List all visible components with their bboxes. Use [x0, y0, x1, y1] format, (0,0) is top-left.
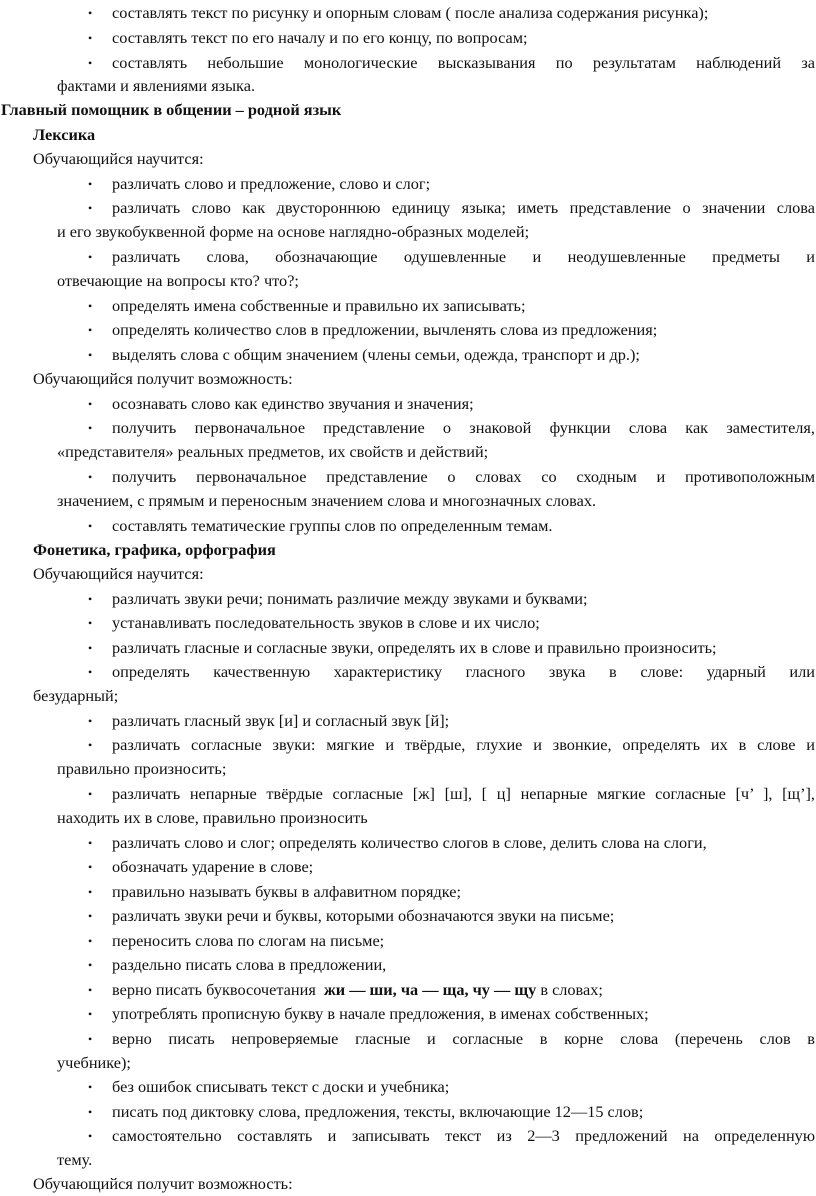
- list-item-continuation: находить их в слове, правильно произносить: [57, 808, 368, 827]
- bullet-icon: •: [88, 983, 93, 997]
- list-item: • раздельно писать слова в предложении,: [88, 955, 387, 974]
- list-item: • различать согласные звуки: мягкие и твёрдые, глухие и звонкие, определять их в слове и: [88, 735, 815, 754]
- bullet-icon: •: [88, 323, 93, 337]
- bullet-icon: •: [88, 31, 93, 45]
- bullet-icon: •: [88, 885, 93, 899]
- list-item: • определять имена собственные и правильно их записывать;: [88, 296, 526, 315]
- list-item: • составлять небольшие монологические высказывания по результатам наблюдений за: [88, 53, 815, 72]
- list-item: • различать гласный звук [и] и согласный звук [й];: [88, 711, 450, 730]
- list-item-continuation: и его звукобуквенной форме на основе наглядно-образных моделей;: [57, 222, 530, 241]
- list-item: • различать непарные твёрдые согласные [ж] [ш], [ ц] непарные мягкие согласные [ч’ ], [щ’],: [88, 784, 815, 803]
- bullet-icon: •: [88, 519, 93, 533]
- list-item: • определять количество слов в предложении, вычленять слова из предложения;: [88, 320, 658, 339]
- bullet-icon: •: [88, 299, 93, 313]
- list-item: • составлять тематические группы слов по определенным темам.: [88, 516, 553, 535]
- list-item: • получить первоначальное представление о словах со сходным и противоположным: [88, 467, 815, 486]
- bullet-icon: •: [88, 1007, 93, 1021]
- list-item: • различать гласные и согласные звуки, определять их в слове и правильно произносить;: [88, 638, 717, 657]
- list-item: • правильно называть буквы в алфавитном порядке;: [88, 882, 462, 901]
- list-item: • получить первоначальное представление о знаковой функции слова как заместителя,: [88, 418, 815, 437]
- bullet-icon: •: [88, 934, 93, 948]
- bullet-icon: •: [88, 1080, 93, 1094]
- bullet-icon: •: [88, 1032, 93, 1046]
- bullet-icon: •: [88, 836, 93, 850]
- list-item: • употреблять прописную букву в начале предложения, в именах собственных;: [88, 1004, 649, 1023]
- bullet-icon: •: [88, 201, 93, 215]
- list-item-continuation: отвечающие на вопросы кто? что?;: [57, 271, 299, 290]
- bullet-icon: •: [88, 787, 93, 801]
- bullet-icon: •: [88, 958, 93, 972]
- letter-combinations: жи — ши, ча — ща, чу — щу: [323, 980, 537, 999]
- list-item: • без ошибок списывать текст с доски и учебника;: [88, 1077, 450, 1096]
- list-item: • определять качественную характеристику гласного звука в слове: ударный или: [88, 662, 815, 681]
- opportunity-label: Обучающийся получит возможность:: [33, 1174, 293, 1193]
- list-item-continuation: значением, с прямым и переносным значением слова и многозначных словах.: [57, 491, 597, 510]
- list-item: • переносить слова по слогам на письме;: [88, 931, 385, 950]
- list-item-continuation: фактами и явлениями языка.: [57, 76, 256, 95]
- learn-label: Обучающийся научится:: [33, 564, 204, 583]
- bullet-icon: •: [88, 397, 93, 411]
- bullet-icon: •: [88, 6, 93, 20]
- bullet-icon: •: [88, 1105, 93, 1119]
- bullet-icon: •: [88, 348, 93, 362]
- bullet-icon: •: [88, 56, 93, 70]
- list-item-continuation: правильно произносить;: [57, 759, 227, 778]
- list-item: • различать слово и предложение, слово и слог;: [88, 174, 431, 193]
- bullet-icon: •: [88, 738, 93, 752]
- list-item: • различать слова, обозначающие одушевленные и неодушевленные предметы и: [88, 247, 815, 266]
- list-item: • самостоятельно составлять и записывать текст из 2—3 предложений на определенную: [88, 1126, 815, 1145]
- list-item: • обозначать ударение в слове;: [88, 857, 314, 876]
- bullet-icon: •: [88, 177, 93, 191]
- list-item-continuation: «представителя» реальных предметов, их свойств и действий;: [57, 442, 489, 461]
- list-item: • верно писать буквосочетания жи — ши, ча — ща, чу — щу в словах;: [88, 980, 603, 999]
- list-item: • верно писать непроверяемые гласные и согласные в корне слова (перечень слов в: [88, 1029, 815, 1048]
- list-item: • устанавливать последовательность звуков в слове и их число;: [88, 613, 540, 632]
- section-title: Главный помощник в общении – родной язык: [1, 100, 342, 119]
- bullet-icon: •: [88, 665, 93, 679]
- subsection-title: Фонетика, графика, орфография: [33, 540, 276, 559]
- list-item: • писать под диктовку слова, предложения, тексты, включающие 12—15 слов;: [88, 1102, 644, 1121]
- bullet-icon: •: [88, 470, 93, 484]
- list-item: • выделять слова с общим значением (члены семьи, одежда, транспорт и др.);: [88, 345, 640, 364]
- bullet-icon: •: [88, 250, 93, 264]
- list-item: • различать слово и слог; определять количество слогов в слове, делить слова на слоги,: [88, 833, 707, 852]
- bullet-icon: •: [88, 1129, 93, 1143]
- list-item: • различать слово как двустороннюю единицу языка; иметь представление о значении слова: [88, 198, 815, 217]
- list-item: • осознавать слово как единство звучания и значения;: [88, 394, 474, 413]
- subsection-title: Лексика: [33, 125, 96, 144]
- list-item-continuation: учебнике);: [57, 1053, 131, 1072]
- opportunity-label: Обучающийся получит возможность:: [33, 369, 293, 388]
- list-item: • различать звуки речи и буквы, которыми обозначаются звуки на письме;: [88, 906, 615, 925]
- learn-label: Обучающийся научится:: [33, 149, 204, 168]
- bullet-icon: •: [88, 592, 93, 606]
- list-item-continuation: тему.: [57, 1150, 93, 1169]
- bullet-icon: •: [88, 421, 93, 435]
- bullet-icon: •: [88, 641, 93, 655]
- bullet-icon: •: [88, 714, 93, 728]
- bullet-icon: •: [88, 616, 93, 630]
- list-item: • составлять текст по его началу и по его концу, по вопросам;: [88, 28, 528, 47]
- list-item: • составлять текст по рисунку и опорным словам ( после анализа содержания рисунка);: [88, 3, 709, 22]
- bullet-icon: •: [88, 860, 93, 874]
- bullet-icon: •: [88, 909, 93, 923]
- list-item: • различать звуки речи; понимать различие между звуками и буквами;: [88, 589, 588, 608]
- list-item-continuation: безударный;: [33, 686, 119, 705]
